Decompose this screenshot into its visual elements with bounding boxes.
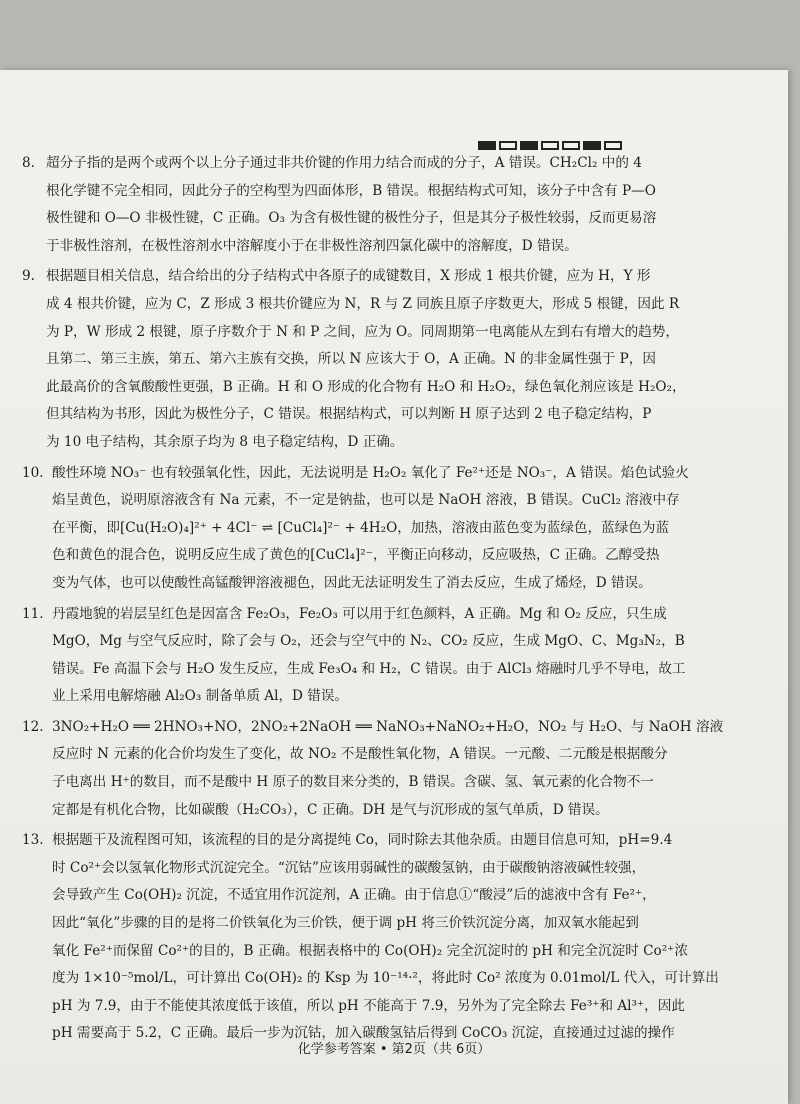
answer-line: 氧化 Fe²⁺而保留 Co²⁺的目的，B 正确。根据表格中的 Co(OH)₂ 完全沉淀时的 pH 和完全沉淀时 Co²⁺浓 [52, 942, 688, 959]
answer-line: 为 10 电子结构，其余原子均为 8 电子稳定结构，D 正确。 [46, 433, 404, 450]
answer-line: 根据题目相关信息，结合给出的分子结构式中各原子的成键数目，X 形成 1 根共价键，应为 H，Y 形 [46, 268, 651, 285]
answer-item [22, 150, 772, 260]
answer-line: 于非极性溶剂，在极性溶剂水中溶解度小于在非极性溶剂四氯化碳中的溶解度，D 错误。 [46, 237, 578, 254]
answer-text [52, 460, 772, 598]
answer-line: 因此“氧化”步骤的目的是将二价铁氧化为三价铁，便于调 pH 将三价铁沉淀分离，加双氧水能起到 [52, 915, 639, 932]
answer-line: 根据题干及流程图可知，该流程的目的是分离提纯 Co，同时除去其他杂质。由题目信息可知，pH=9.4 [52, 832, 673, 849]
answer-line: 但其结构为书形，因此为极性分子，C 错误。根据结构式，可以判断 H 原子达到 2 电子稳定结构，P [46, 406, 652, 423]
answer-line: 色和黄色的混合色，说明反应生成了黄色的[CuCl₄]²⁻，平衡正向移动，反应吸热，C 正确。乙醇受热 [52, 547, 660, 564]
answer-item [22, 714, 772, 824]
question-number: 10. [22, 464, 44, 481]
corner-mark [478, 141, 496, 150]
answer-text [46, 150, 772, 260]
answer-line: 为 P，W 形成 2 根键，原子序数介于 N 和 P 之间，应为 O。同周期第一电离能从左到右有增大的趋势， [46, 323, 679, 340]
answer-line: MgO，Mg 与空气反应时，除了会与 O₂，还会与空气中的 N₂、CO₂ 反应，生成 MgO、C、Mg₃N₂，B [52, 633, 685, 650]
answer-line: 酸性环境 NO₃⁻ 也有较强氧化性，因此，无法说明是 H₂O₂ 氧化了 Fe²⁺还是 NO₃⁻，A 错误。焰色试验火 [52, 464, 689, 481]
answer-line: 根化学键不完全相同，因此分子的空构型为四面体形，B 错误。根据结构式可知，该分子中含有 P—O [46, 182, 656, 199]
question-number: 12. [22, 718, 44, 735]
answer-content [22, 150, 772, 1051]
page-footer: 化学参考答案 • 第2页（共 6页） [297, 1042, 491, 1057]
corner-mark [562, 141, 580, 150]
corner-marks [478, 141, 622, 150]
answer-item [22, 827, 772, 1048]
answer-item [22, 601, 772, 711]
answer-line: 时 Co²⁺会以氢氧化物形式沉淀完全。“沉钴”应该用弱碱性的碳酸氢钠，由于碳酸钠溶液碱性较强， [52, 859, 646, 876]
question-number: 8. [22, 155, 35, 171]
answer-text [52, 827, 772, 1048]
corner-mark [541, 141, 559, 150]
question-number: 11. [22, 605, 44, 622]
answer-line: pH 需要高于 5.2，C 正确。最后一步为沉钴，加入碳酸氢钴后得到 CoCO₃ 沉淀，直接通过过滤的操作 [52, 1025, 675, 1042]
answer-line: 极性键和 O—O 非极性键，C 正确。O₃ 为含有极性键的极性分子，但是其分子极性较弱，反而更易溶 [46, 210, 657, 227]
answer-line: 业上采用电解熔融 Al₂O₃ 制备单质 Al，D 错误。 [52, 688, 349, 705]
corner-mark [520, 141, 538, 150]
answer-line: 此最高价的含氧酸酸性更强，B 正确。H 和 O 形成的化合物有 H₂O 和 H₂O₂，绿色氧化剂应该是 H₂O₂， [46, 378, 686, 395]
answer-line: 成 4 根共价键，应为 C，Z 形成 3 根共价键应为 N，R 与 Z 同族且原子序数更大，形成 5 根键，因此 R [46, 295, 680, 312]
answer-line: 会导致产生 Co(OH)₂ 沉淀，不适宜用作沉淀剂，A 正确。由于信息①“酸浸”后的滤液中含有 Fe²⁺， [52, 887, 656, 904]
answer-line: 在平衡，即[Cu(H₂O)₄]²⁺ + 4Cl⁻ ⇌ [CuCl₄]²⁻ + 4H₂O，加热，溶液由蓝色变为蓝绿色，蓝绿色为蓝 [52, 519, 670, 536]
answer-line: 错误。Fe 高温下会与 H₂O 发生反应，生成 Fe₃O₄ 和 H₂，C 错误。由于 AlCl₃ 熔融时几乎不导电，故工 [52, 660, 686, 677]
answer-line: 超分子指的是两个或两个以上分子通过非共价键的作用力结合而成的分子，A 错误。CH₂Cl₂ 中的 4 [46, 155, 642, 171]
answer-line: 反应时 N 元素的化合价均发生了变化，故 NO₂ 不是酸性氧化物，A 错误。一元酸、二元酸是根据酸分 [52, 746, 668, 763]
answer-line: 变为气体，也可以使酸性高锰酸钾溶液褪色，因此无法证明发生了消去反应，生成了烯烃，D 错误。 [52, 574, 652, 591]
answer-item [22, 460, 772, 598]
corner-mark [604, 141, 622, 150]
question-number: 13. [22, 832, 44, 849]
answer-line: 3NO₂+H₂O ══ 2HNO₃+NO，2NO₂+2NaOH ══ NaNO₃+NaNO₂+H₂O，NO₂ 与 H₂O、与 NaOH 溶液 [52, 718, 724, 735]
answer-text [52, 714, 772, 824]
answer-line: 度为 1×10⁻⁵mol/L，可计算出 Co(OH)₂ 的 Ksp 为 10⁻¹⁴·²，将此时 Co² 浓度为 0.01mol/L 代入，可计算出 [52, 970, 719, 987]
question-number: 9. [22, 268, 35, 285]
answer-line: 丹霞地貌的岩层呈红色是因富含 Fe₂O₃，Fe₂O₃ 可以用于红色颜料，A 正确。Mg 和 O₂ 反应，只生成 [52, 605, 667, 622]
answer-item [22, 263, 772, 456]
answer-line: 焰呈黄色，说明原溶液含有 Na 元素，不一定是钠盐，也可以是 NaOH 溶液，B 错误。CuCl₂ 溶液中存 [52, 492, 680, 509]
answer-line: 定都是有机化合物，比如碳酸（H₂CO₃），C 正确。DH 是气与沉形成的氢气单质，D 错误。 [52, 801, 609, 818]
corner-mark [499, 141, 517, 150]
corner-mark [583, 141, 601, 150]
answer-text [52, 601, 772, 711]
answer-line: pH 为 7.9，由于不能使其浓度低于该值，所以 pH 不能高于 7.9，另外为了完全除去 Fe³⁺和 Al³⁺，因此 [52, 997, 685, 1014]
answer-line: 且第二、第三主族，第五、第六主族有交换，所以 N 应该大于 O，A 正确。N 的非金属性强于 P，因 [46, 351, 656, 368]
answer-text [46, 263, 772, 456]
answer-line: 子电离出 H⁺的数目，而不是酸中 H 原子的数目来分类的，B 错误。含碳、氢、氧元素的化合物不一 [52, 774, 654, 791]
